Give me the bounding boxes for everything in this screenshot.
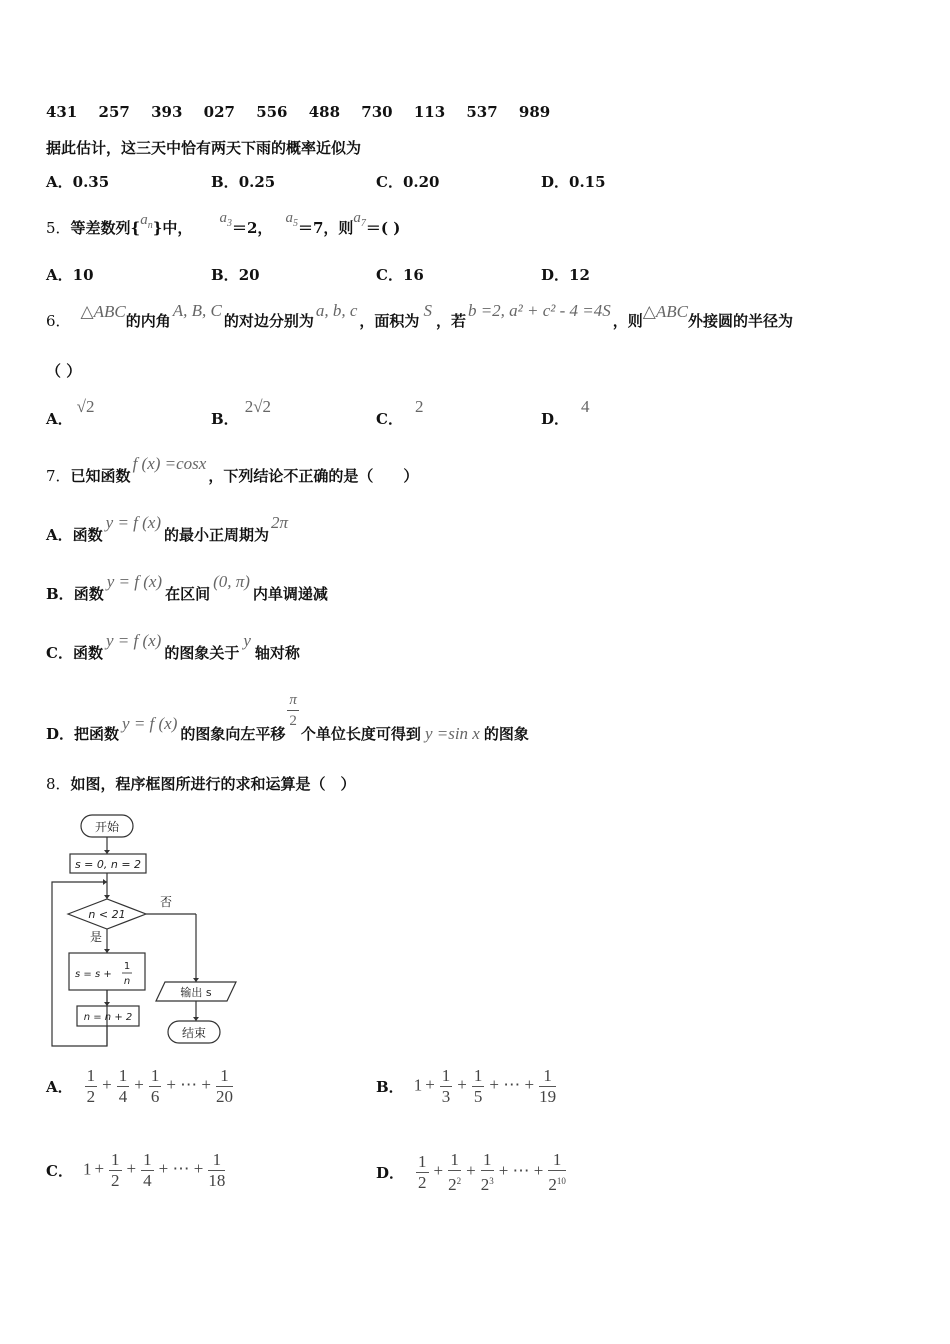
flow-cond-text: n < 21 [88,908,126,921]
flow-inc-text: n = n + 2 [83,1012,133,1023]
q4-option-d[interactable]: D．0.15 [541,173,606,191]
q7-option-c[interactable]: C．函数y = f (x)的图象关于y轴对称 [46,631,300,662]
q6-paren: （ ） [46,362,82,380]
random-number: 113 [413,103,446,121]
random-number: 989 [518,103,551,121]
q4-stem: 据此估计，这三天中恰有两天下雨的概率近似为 [46,139,362,157]
q7-stem: 7．已知函数f (x) =cosx，下列结论不正确的是（ ） [46,454,419,485]
q8-option-d[interactable]: D． $\frac{1}{2}$ + $\frac{1}{2^2}$ + $\frac{1}{2^3}$ + ⋯ + $\frac{1}{2^{10}}$ [376,1150,566,1194]
q5-stem: 5．等差数列$\{a_n\}$中， $a_3=2$， $a_5=7$，则$a_7=$( ) [46,210,401,237]
q4-option-c[interactable]: C．0.20 [376,173,440,191]
q8-option-a[interactable]: A． $\frac{1}{2}$ + $\frac{1}{4}$ + $\frac{1}{6}$ + ⋯ + $\frac{1}{20}$ [46,1066,234,1106]
random-number: 537 [466,103,498,121]
q6-number: 6． [46,312,71,330]
q6-stem: 6． △ABC的内角A, B, C的对边分别为a, b, c，面积为S，若b =2, a² + c² - 4 =4S，则△ABC外接圆的半径为 [46,301,793,330]
q8-option-c[interactable]: C． 1 + $\frac{1}{2}$ + $\frac{1}{4}$ + ⋯ + $\frac{1}{18}$ [46,1150,226,1190]
q5-option-b[interactable]: B．20 [211,266,260,284]
random-number: 556 [256,103,288,121]
q5-option-c[interactable]: C．16 [376,266,424,284]
flow-body-text: s = s + [75,969,112,980]
q8-number: 8． [46,775,71,793]
q7-number: 7． [46,467,71,485]
q5-option-d[interactable]: D．12 [541,266,590,284]
q5-option-a[interactable]: A．10 [46,266,94,284]
flow-no-text: 否 [160,895,173,909]
q6-option-d[interactable]: D．4 [541,397,590,428]
random-number: 257 [98,103,130,121]
q6-option-b[interactable]: B．2√2 [211,397,272,428]
q8-option-b[interactable]: B． 1 + $\frac{1}{3}$ + $\frac{1}{5}$ + ⋯ + $\frac{1}{19}$ [376,1066,557,1106]
q4-option-a[interactable]: A．0.35 [46,173,110,191]
q7-option-a[interactable]: A．函数y = f (x)的最小正周期为2π [46,513,289,544]
q7-option-d[interactable]: D．把函数y = f (x)的图象向左平移 $\frac{\pi}{2}$ 个单位长度可得到 y =sin x 的图象 [46,692,529,743]
q8-stem: 8．如图，程序框图所进行的求和运算是（ ） [46,775,356,793]
q6-option-c[interactable]: C．2 [376,397,424,428]
q7-option-b[interactable]: B．函数y = f (x)在区间(0, π)内单调递减 [46,572,328,603]
random-number: 431 [46,103,78,121]
q5-number: 5． [46,219,71,237]
flow-body-num: 1 [123,961,131,972]
random-number: 393 [151,103,183,121]
random-number-row [46,103,550,121]
flow-body-den: n [123,976,131,987]
flow-yes-text: 是 [90,930,103,944]
random-number: 730 [361,103,393,121]
flowchart [48,810,248,1055]
pi-over-2-fraction: $\frac{\pi}{2}$ [289,692,297,729]
flow-init-text: s = 0, n = 2 [74,858,142,871]
flow-start-text: 开始 [94,820,120,834]
q4-option-b[interactable]: B．0.25 [211,173,276,191]
random-number: 488 [308,103,341,121]
flow-end-text: 结束 [181,1026,207,1040]
flow-output-text: 输出 s [180,986,212,999]
random-number: 027 [203,103,235,121]
q6-option-a[interactable]: A．√2 [46,397,95,428]
